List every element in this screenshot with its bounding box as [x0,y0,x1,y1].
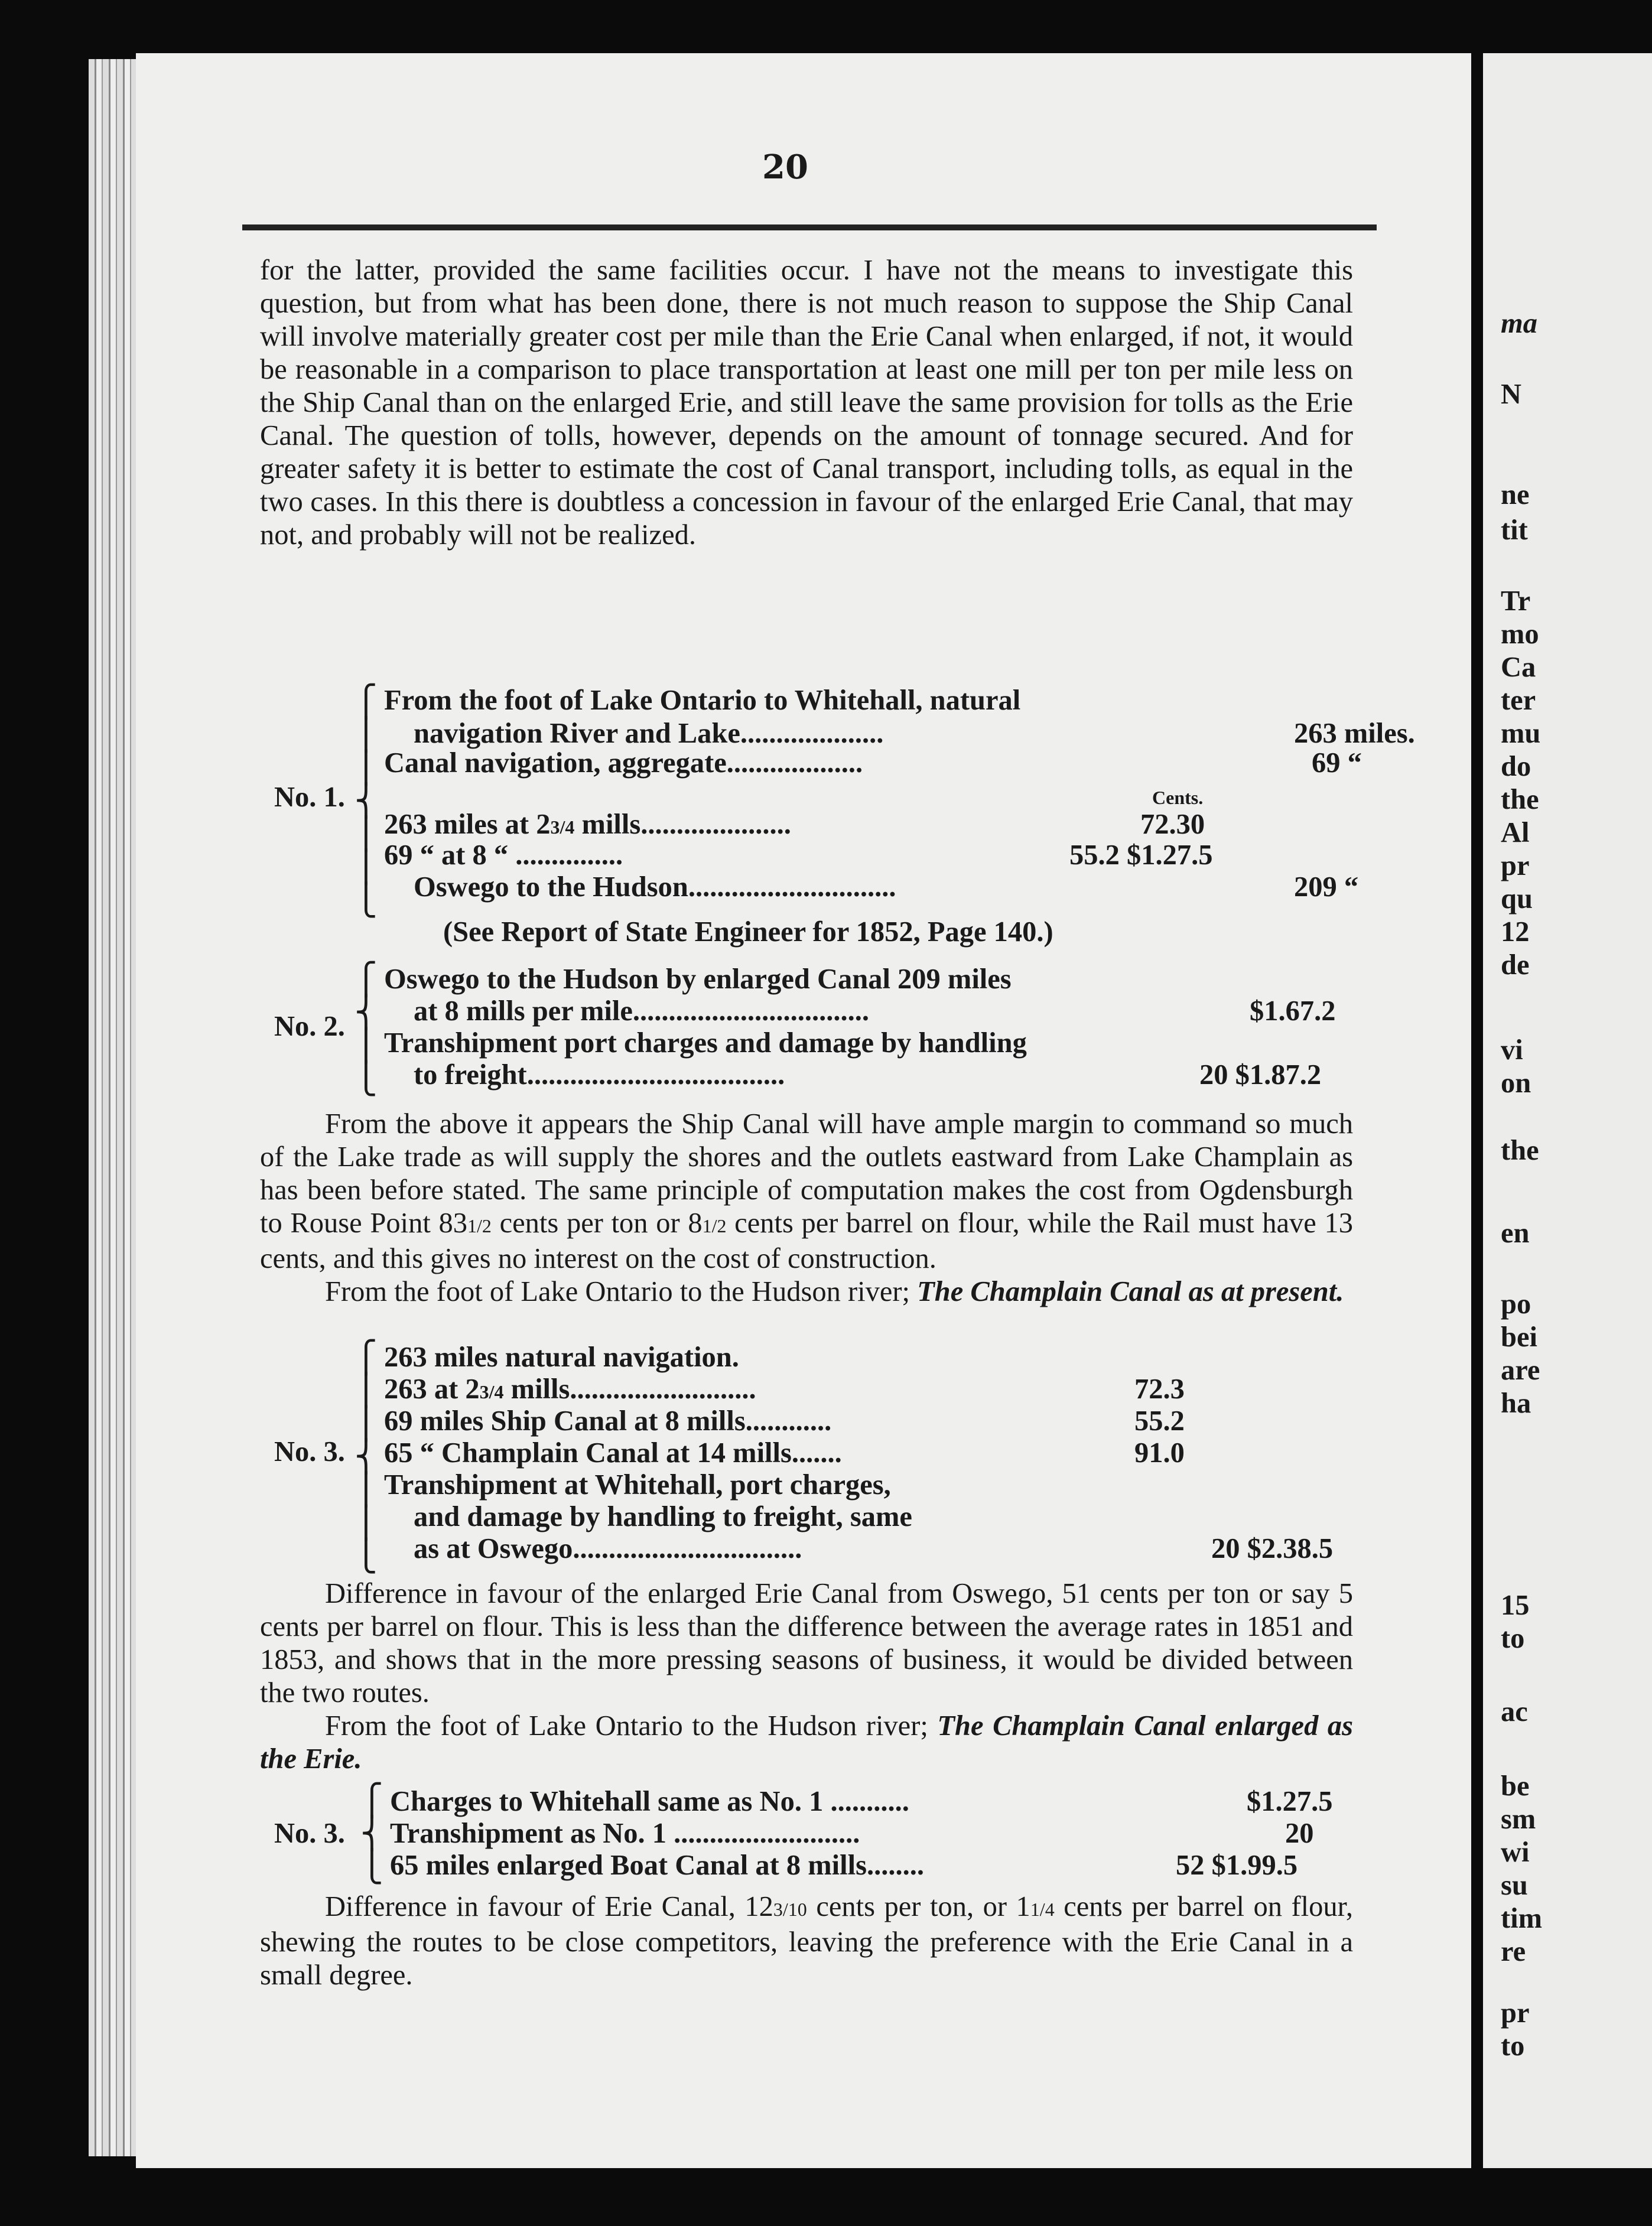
right-fragment: pr [1501,850,1530,881]
right-fragment: ma [1501,308,1537,339]
brace-no3a: ⎧ ⎪ ⎪ ⎨ ⎪ ⎪ ⎩ [355,1340,378,1574]
no3b-line1-value: $1.27.5 [1247,1786,1333,1817]
right-fragment: wi [1501,1837,1530,1868]
right-fragment: on [1501,1068,1531,1099]
right-fragment: to [1501,1623,1525,1654]
label-no3b: No. 3. [274,1818,345,1849]
right-fragment: Tr [1501,585,1531,617]
right-fragment: the [1501,1135,1539,1166]
right-fragment: tim [1501,1903,1543,1934]
no1-line5-value: 55.2 $1.27.5 [1069,839,1213,871]
right-fragment: mu [1501,718,1541,749]
no3a-line3-value: 55.2 [1134,1405,1185,1437]
right-page-fragment [1483,53,1652,2168]
no3b-line3: 65 miles enlarged Boat Canal at 8 mills........ [390,1850,924,1881]
right-fragment: ne [1501,479,1530,510]
right-fragment: mo [1501,619,1539,650]
no1-line1: From the foot of Lake Ontario to Whitehall, natural [384,685,1021,716]
paragraph-intro: for the latter, provided the same facilities occur. I have not the means to investigate this question, but from what has been done, there is not much reason to suppose the Ship Canal will involve materially greater cost per mile than the Erie Canal when enlarged, if not, it would be reasonable in a comparison to place transportation at least one mill per ton per mile less on the Ship Canal than on the enlarged Erie, and still leave the same provision for tolls as the Erie Canal. The question of tolls, however, depends on the amount of tonnage secured. And for greater safety it is better to estimate the cost of Canal transport, including tolls, as equal in the two cases. In this there is doubtless a concession in favour of the enlarged Erie Canal, that may not, and probably will not be realized. [260,255,1353,551]
header-rule [242,224,1377,230]
no3a-line2-value: 72.3 [1134,1374,1185,1405]
no1-line5: 69 “ at 8 “ ............... [384,839,623,871]
label-no2: No. 2. [274,1011,345,1042]
right-fragment: vi [1501,1034,1523,1066]
see-report-note: (See Report of State Engineer for 1852, Page 140.) [443,916,1053,948]
no1-line3-value: 69 “ [1312,747,1362,779]
no3a-line7: as at Oswego................................ [414,1533,802,1564]
no2-line2-value: $1.67.2 [1250,995,1336,1027]
right-fragment: re [1501,1936,1526,1967]
no1-line2-value: 263 miles. [1294,718,1415,749]
no1-line6-value: 209 “ [1294,871,1359,903]
no2-line4-value: 20 $1.87.2 [1199,1059,1322,1091]
right-fragment: tit [1501,515,1528,546]
right-fragment: the [1501,784,1539,815]
right-fragment: N [1501,379,1522,410]
right-fragment: Al [1501,817,1530,848]
no3a-line4-value: 91.0 [1134,1437,1185,1469]
no2-line1: Oswego to the Hudson by enlarged Canal 209 miles [384,964,1012,995]
paragraph-difference-1: Difference in favour of the enlarged Erie Canal from Oswego, 51 cents per ton or say 5 cents per barrel on flour. This is less than the difference between the average rates in 1851 and 1853, and shows that in the more pressing seasons of business, it would be divided between the two routes. From the foot of Lake Ontario to the Hudson river; The Champlain Canal enlarged as the Erie. [260,1578,1353,1775]
no2-line3: Transhipment port charges and damage by handling [384,1027,1027,1059]
paragraph-above: From the above it appears the Ship Canal will have ample margin to command so much of the Lake trade as will supply the shores and the outlets eastward from Lake Champlain as has been before stated. The same principle of computation makes the cost from Ogdensburgh to Rouse Point 831/2 cents per ton or 81/2 cents per barrel on flour, while the Rail must have 13 cents, and this gives no interest on the cost of construction. From the foot of Lake Ontario to the Hudson river; The Champlain Canal as at present. [260,1108,1353,1307]
brace-no3b: ⎧ ⎨ ⎩ [360,1783,383,1885]
no1-line3: Canal navigation, aggregate................... [384,747,863,779]
no2-line4: to freight.................................... [414,1059,785,1091]
right-fragment: bei [1501,1322,1537,1353]
right-fragment: de [1501,949,1530,981]
right-fragment: pr [1501,1997,1530,2029]
label-no1: No. 1. [274,782,345,813]
label-no3a: No. 3. [274,1436,345,1467]
no1-line6: Oswego to the Hudson............................. [414,871,896,903]
no1-line2: navigation River and Lake.................... [414,718,884,749]
right-fragment: 15 [1501,1590,1530,1621]
no3b-line1: Charges to Whitehall same as No. 1 ........... [390,1786,909,1817]
right-fragment: be [1501,1771,1530,1802]
right-fragment: su [1501,1870,1528,1901]
brace-no2: ⎧ ⎨ ⎪ ⎩ [355,962,378,1096]
right-fragment: 12 [1501,916,1530,948]
no3a-line3: 69 miles Ship Canal at 8 mills............ [384,1405,832,1437]
no3a-line2: 263 at 23/4 mills.......................... [384,1374,756,1405]
right-fragment: qu [1501,883,1533,915]
no3a-line4: 65 “ Champlain Canal at 14 mills....... [384,1437,842,1469]
page-edges [89,59,136,2156]
no3b-line2-value: 20 [1285,1818,1314,1849]
paragraph-difference-2: Difference in favour of Erie Canal, 123/10 cents per ton, or 11/4 cents per barrel on flour, shewing the routes to be close competitors, leaving the preference with the Erie Canal in a small degree. [260,1891,1353,1991]
no3b-line2: Transhipment as No. 1 .......................... [390,1818,860,1849]
right-fragment: en [1501,1218,1530,1249]
right-fragment: ter [1501,685,1536,716]
right-fragment: do [1501,751,1531,782]
no3b-line3-value: 52 $1.99.5 [1176,1850,1298,1881]
no3a-line5: Transhipment at Whitehall, port charges, [384,1469,891,1501]
right-fragment: po [1501,1288,1531,1320]
right-fragment: to [1501,2030,1525,2062]
no3a-line1: 263 miles natural navigation. [384,1342,739,1373]
no3a-line7-value: 20 $2.38.5 [1211,1533,1334,1564]
right-fragment: ha [1501,1388,1531,1419]
no1-line4-value: 72.30 [1140,809,1205,840]
left-page [136,53,1471,2168]
right-fragment: Ca [1501,652,1536,683]
no1-cents-heading: Cents. [1152,787,1204,808]
brace-no1: ⎧ ⎪ ⎪ ⎨ ⎪ ⎪ ⎩ [355,684,378,918]
right-fragment: sm [1501,1804,1536,1835]
book-gutter [1471,0,1483,2226]
no3a-line6: and damage by handling to freight, same [414,1501,912,1532]
no1-line4: 263 miles at 23/4 mills..................... [384,809,791,840]
right-fragment: are [1501,1355,1540,1386]
no2-line2: at 8 mills per mile................................. [414,995,870,1027]
right-fragment: ac [1501,1696,1528,1727]
page-number: 20 [762,148,808,187]
